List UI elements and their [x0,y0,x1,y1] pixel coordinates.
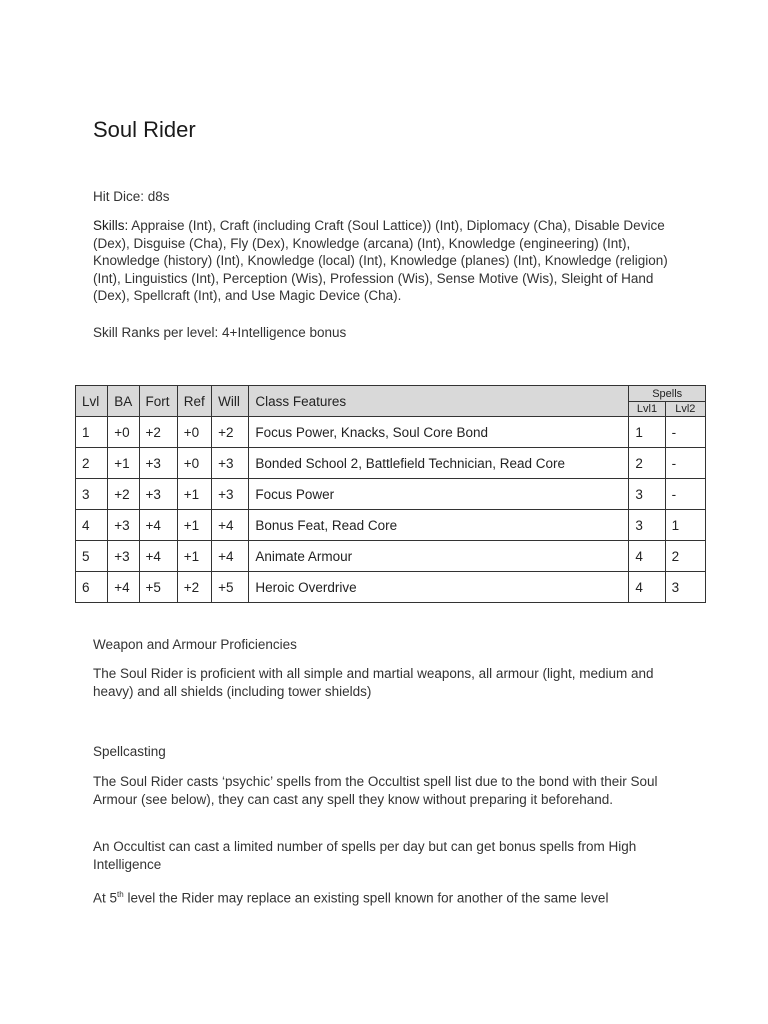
header-lvl: Lvl [76,386,108,417]
spellcasting-paragraph-2: An Occultist can cast a limited number of spells per day but can get bonus spells from High Intelligence [93,839,637,872]
table-row [76,479,706,510]
cell-ref: +2 [177,572,211,603]
cell-features: Bonded School 2, Battlefield Technician, Read Core [249,448,629,479]
cell-lvl: 4 [76,510,108,541]
table-row [76,541,706,572]
cell-ba: +4 [108,572,139,603]
ordinal-suffix: th [117,890,124,899]
cell-spells-lvl2: - [665,479,705,510]
cell-spells-lvl1: 1 [629,417,665,448]
spell-p3-suffix: level the Rider may replace an existing spell known for another of the same level [123,890,609,906]
cell-will: +3 [212,479,249,510]
cell-ref: +0 [177,448,211,479]
header-spells-lvl2: Lvl2 [665,402,705,417]
table-row [76,417,706,448]
weapon-proficiencies-text: The Soul Rider is proficient with all simple and martial weapons, all armour (light, medium and heavy) and all shields (including tower shields) [93,666,654,699]
header-spells: Spells [629,386,706,402]
skills-paragraph [93,217,693,305]
cell-features: Bonus Feat, Read Core [249,510,629,541]
spellcasting-paragraph-3 [93,886,693,907]
cell-spells-lvl2: - [665,448,705,479]
cell-spells-lvl2: 1 [665,510,705,541]
cell-spells-lvl2: 3 [665,572,705,603]
cell-lvl: 3 [76,479,108,510]
cell-fort: +3 [139,479,177,510]
hit-dice: Hit Dice: d8s [93,189,170,204]
cell-ba: +3 [108,541,139,572]
cell-ref: +1 [177,479,211,510]
cell-lvl: 5 [76,541,108,572]
cell-fort: +2 [139,417,177,448]
cell-features: Focus Power, Knacks, Soul Core Bond [249,417,629,448]
cell-spells-lvl1: 3 [629,510,665,541]
cell-will: +2 [212,417,249,448]
page-title: Soul Rider [93,117,196,142]
cell-fort: +4 [139,541,177,572]
cell-ba: +3 [108,510,139,541]
class-progression-table [75,385,706,603]
cell-ref: +0 [177,417,211,448]
cell-spells-lvl1: 3 [629,479,665,510]
cell-features: Heroic Overdrive [249,572,629,603]
table-row [76,572,706,603]
header-will: Will [212,386,249,417]
cell-will: +4 [212,510,249,541]
cell-spells-lvl2: 2 [665,541,705,572]
header-ba: BA [108,386,139,417]
header-class-features: Class Features [249,386,629,417]
cell-will: +5 [212,572,249,603]
header-ref: Ref [177,386,211,417]
cell-spells-lvl2: - [665,417,705,448]
cell-ba: +2 [108,479,139,510]
cell-fort: +4 [139,510,177,541]
header-spells-lvl1: Lvl1 [629,402,665,417]
cell-ba: +0 [108,417,139,448]
cell-will: +4 [212,541,249,572]
table-row [76,448,706,479]
cell-features: Focus Power [249,479,629,510]
cell-spells-lvl1: 4 [629,572,665,603]
cell-lvl: 2 [76,448,108,479]
cell-ba: +1 [108,448,139,479]
skills-text: Appraise (Int), Craft (including Craft (Soul Lattice)) (Int), Diplomacy (Cha), Disable Device (Dex), Disguise (Cha), Fly (Dex), Knowledge (arcana) (Int), Knowledge (engineering) (Int), Knowledge (history) (Int), Knowledge (local) (Int), Knowledge (planes) (Int), Knowledge (religion) (Int), Linguistics (Int), Perception (Wis), Profession (Wis), Sense Motive (Wis), Sleight of Hand (Dex), Spellcraft (Int), and Use Magic Device (Cha). [93,218,668,303]
cell-spells-lvl1: 4 [629,541,665,572]
cell-lvl: 1 [76,417,108,448]
cell-spells-lvl1: 2 [629,448,665,479]
cell-fort: +3 [139,448,177,479]
cell-features: Animate Armour [249,541,629,572]
cell-fort: +5 [139,572,177,603]
skill-ranks: Skill Ranks per level: 4+Intelligence bonus [93,325,347,340]
table-row [76,510,706,541]
header-fort: Fort [139,386,177,417]
cell-ref: +1 [177,510,211,541]
cell-will: +3 [212,448,249,479]
cell-ref: +1 [177,541,211,572]
skills-label: Skills: [93,218,129,233]
spell-p3-prefix: At 5 [93,890,118,906]
weapon-proficiencies-heading: Weapon and Armour Proficiencies [93,637,297,652]
spellcasting-paragraph-1: The Soul Rider casts ‘psychic’ spells from the Occultist spell list due to the bond with their Soul Armour (see below), they can cast any spell they know without preparing it beforehand. [93,774,658,807]
cell-lvl: 6 [76,572,108,603]
spellcasting-heading: Spellcasting [93,744,166,759]
